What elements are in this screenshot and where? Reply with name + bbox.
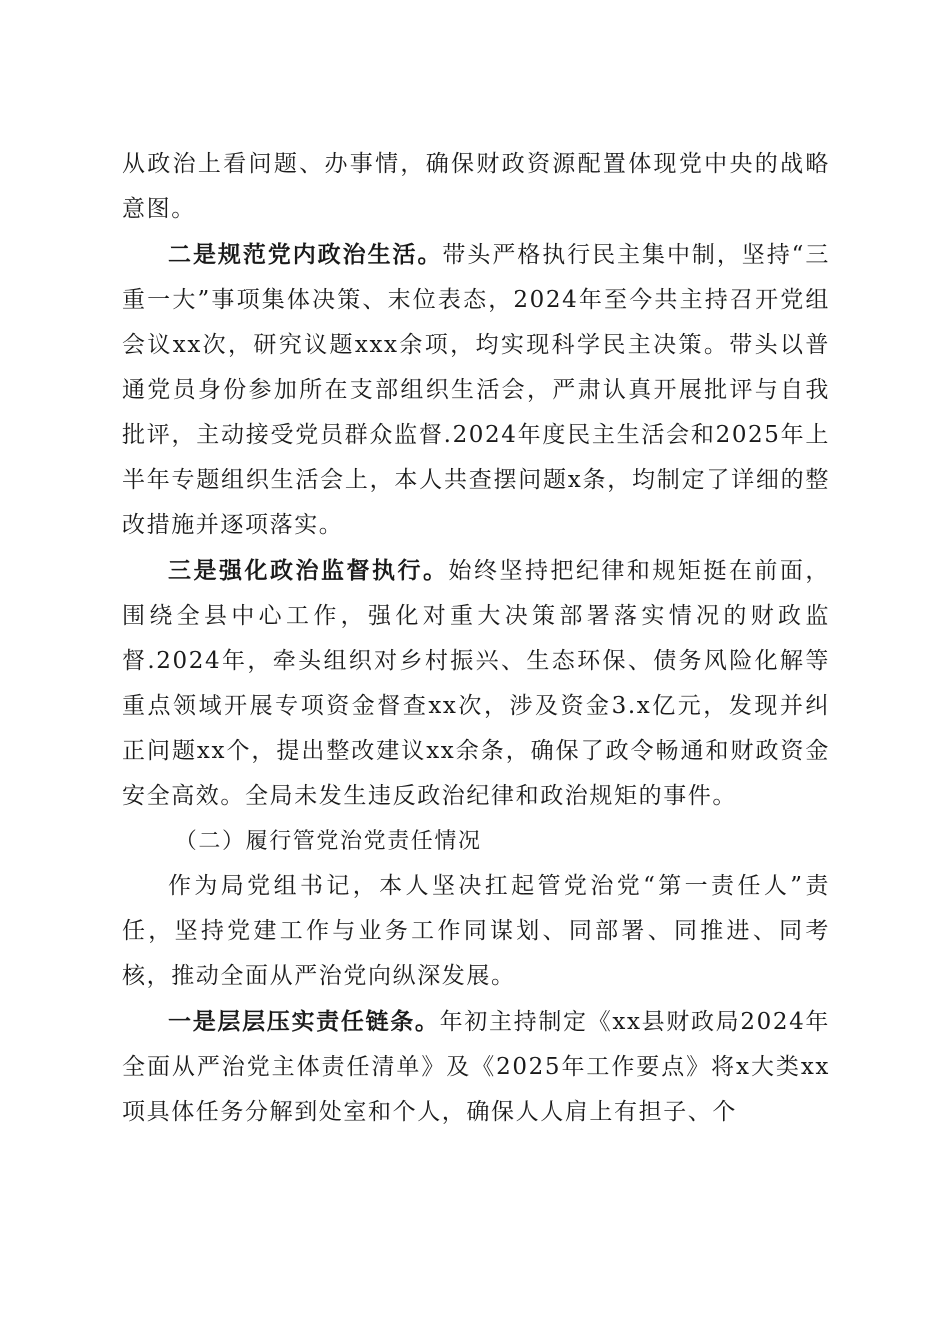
document-body: [122, 142, 830, 1135]
paragraph-continued: [122, 142, 830, 232]
paragraph-responsibility-chain: [122, 999, 830, 1135]
paragraph-text: 从政治上看问题、办事情，确保财政资源配置体现党中央的战略意图。: [122, 151, 830, 222]
paragraph-text: 作为局党组书记，本人坚决扛起管党治党“第一责任人”责任，坚持党建工作与业务工作同谋划、同部署、同推进、同考核，推动全面从严治党向纵深发展。: [122, 873, 830, 989]
paragraph-political-life: [122, 232, 830, 548]
paragraph-political-supervision: [122, 548, 830, 819]
paragraph-lead: 一是层层压实责任链条。: [168, 1008, 440, 1035]
section-heading-text: （二）履行管党治党责任情况: [174, 829, 482, 854]
paragraph-text: 年初主持制定《xx县财政局2024年全面从严治党主体责任清单》及《2025年工作要点》将x大类xx项具体任务分解到处室和个人，确保人人肩上有担子、个: [122, 1009, 830, 1125]
paragraph-responsibility-intro: [122, 864, 830, 999]
paragraph-text: 始终坚持把纪律和规矩挺在前面，围绕全县中心工作，强化对重大决策部署落实情况的财政监督.2024年，牵头组织对乡村振兴、生态环保、债务风险化解等重点领域开展专项资金督查xx次，涉及资金3.x亿元，发现并纠正问题xx个，提出整改建议xx余条，确保了政令畅通和财政资金安全高效。全局未发生违反政治纪律和政治规矩的事件。: [122, 558, 830, 809]
section-heading: [122, 819, 830, 864]
paragraph-lead: 二是规范党内政治生活。: [168, 241, 443, 268]
paragraph-text: 带头严格执行民主集中制，坚持“三重一大”事项集体决策、末位表态，2024年至今共主持召开党组会议xx次，研究议题xxx余项，均实现科学民主决策。带头以普通党员身份参加所在支部组织生活会，严肃认真开展批评与自我批评，主动接受党员群众监督.2024年度民主生活会和2025年上半年专题组织生活会上，本人共查摆问题x条，均制定了详细的整改措施并逐项落实。: [122, 242, 830, 538]
paragraph-lead: 三是强化政治监督执行。: [168, 557, 449, 584]
